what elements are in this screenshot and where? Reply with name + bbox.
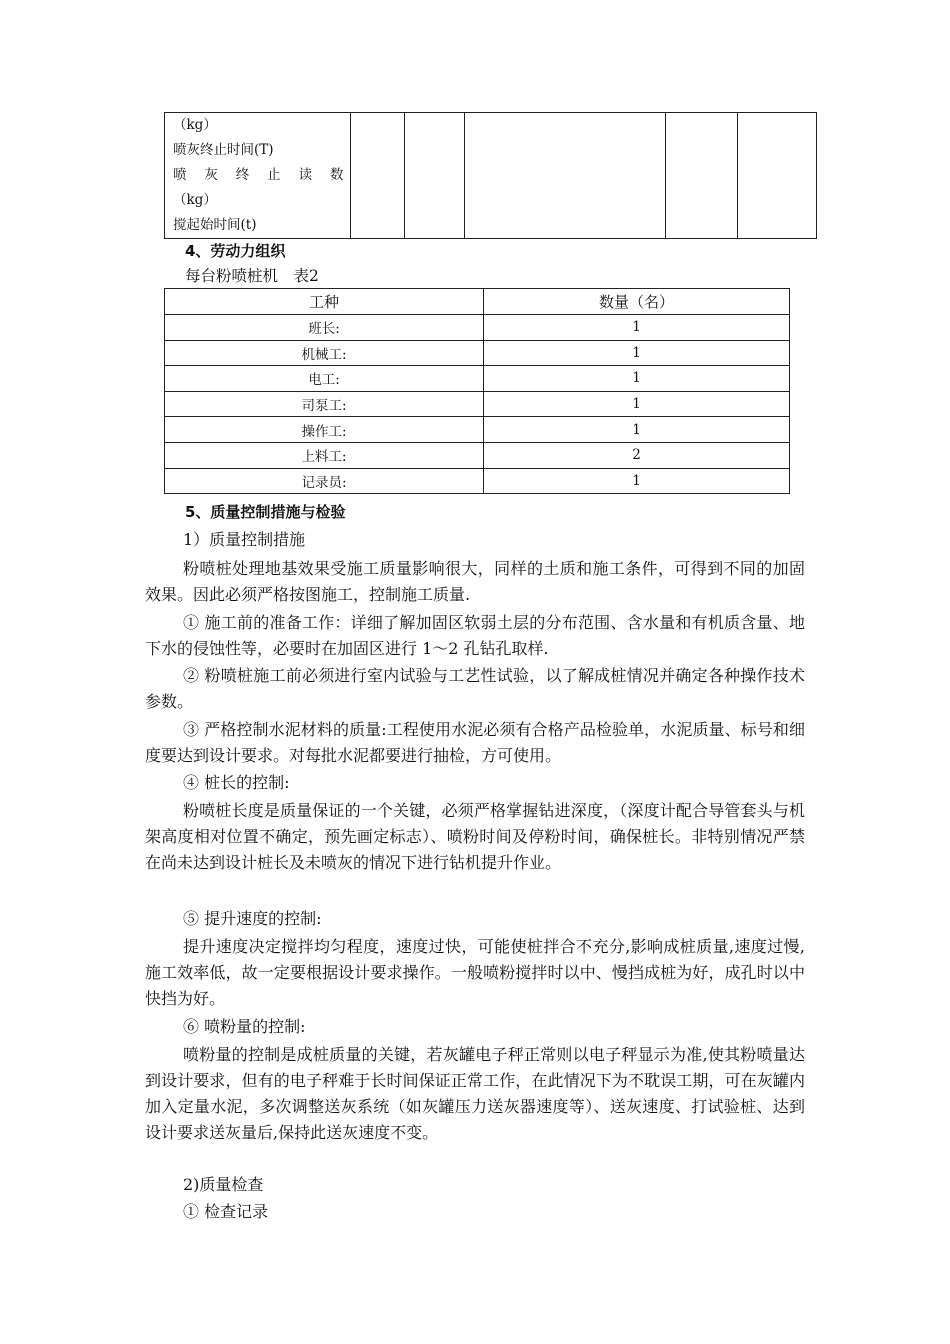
count-cell: 1 [484,315,790,341]
record-empty-cell [666,113,738,239]
count-cell: 2 [484,442,790,468]
item-5-title: ⑤ 提升速度的控制: [183,909,322,928]
paragraph-intro: 粉喷桩处理地基效果受施工质量影响很大，同样的土质和施工条件，可得到不同的加固效果。因此必须严格按图施工，控制施工质量. [145,559,805,604]
column-header: 工种 [165,289,484,315]
job-cell: 电工: [165,366,484,392]
record-empty-cell [405,113,465,239]
table-row [165,366,790,392]
paragraph-item-2: ② 粉喷桩施工前必须进行室内试验与工艺性试验，以了解成桩情况并确定各种操作技术参数。 [145,666,805,711]
count-cell: 1 [484,391,790,417]
record-label-line: 喷 灰 终 止 读 数 [173,167,351,183]
job-cell: 操作工: [165,417,484,443]
count-cell: 1 [484,417,790,443]
count-cell: 1 [484,366,790,392]
paragraph-item-1: ① 施工前的准备工作：详细了解加固区软弱土层的分布范围、含水量和有机质含量、地下水的侵蚀性等，必要时在加固区进行 1～2 孔钻孔取样. [145,613,805,658]
count-cell: 1 [484,340,790,366]
record-label-line: （kg） [173,117,217,133]
table-row [165,442,790,468]
record-label-line: 喷灰终止时间(T) [173,142,274,158]
job-cell: 记录员: [165,468,484,494]
column-header: 数量（名） [484,289,790,315]
job-cell: 班长: [165,315,484,341]
job-cell: 司泵工: [165,391,484,417]
subheading-quality-measures: 1）质量控制措施 [183,530,306,549]
table-row [165,340,790,366]
section-heading-quality: 5、质量控制措施与检验 [185,503,346,521]
table-row [165,315,790,341]
paragraph-item-6: 喷粉量的控制是成桩质量的关键，若灰罐电子秤正常则以电子秤显示为准,使其粉喷量达到设计要求，但有的电子秤难于长时间保证正常工作，在此情况下为不耽误工期，可在灰罐内加入定量水泥，多次调整送灰系统（如灰罐压力送灰器速度等）、送灰速度、打试验桩、达到设计要求送灰量后,保持此送灰速度不变。 [145,1045,805,1142]
paragraph-item-5: 提升速度决定搅拌均匀程度，速度过快，可能使桩拌合不充分,影响成桩质量,速度过慢,施工效率低，故一定要根据设计要求操作。一般喷粉搅拌时以中、慢挡成桩为好，成孔时以中快挡为好。 [145,937,805,1008]
table-row [165,468,790,494]
section-heading-labor: 4、劳动力组织 [185,242,286,260]
table-row [165,391,790,417]
record-label-line: 搅起始时间(t) [173,217,257,233]
subheading-quality-check: 2)质量检查 [183,1175,264,1194]
record-label-line: （kg） [173,192,217,208]
job-cell: 上料工: [165,442,484,468]
record-label-cell [165,113,351,239]
item-6-title: ⑥ 喷粉量的控制: [183,1017,306,1036]
record-empty-cell [351,113,405,239]
paragraph-item-4: 粉喷桩长度是质量保证的一个关键，必须严格掌握钻进深度，（深度计配合导管套头与机架高度相对位置不确定，预先画定标志）、喷粉时间及停粉时间，确保桩长。非特别情况严禁在尚未达到设计桩长及未喷灰的情况下进行钻机提升作业。 [145,801,805,872]
labor-table [164,288,790,494]
item-4-title: ④ 桩长的控制: [183,773,290,792]
table-header-row [165,289,790,315]
count-cell: 1 [484,468,790,494]
record-empty-cell [465,113,666,239]
record-table-fragment [164,112,817,239]
paragraph-item-3: ③ 严格控制水泥材料的质量:工程使用水泥必须有合格产品检验单，水泥质量、标号和细度要达到设计要求。对每批水泥都要进行抽检，方可使用。 [145,720,805,765]
table-row [165,417,790,443]
table-caption: 每台粉喷桩机 表2 [185,267,319,285]
check-item-1: ① 检查记录 [183,1202,269,1221]
job-cell: 机械工: [165,340,484,366]
record-empty-cell [738,113,817,239]
